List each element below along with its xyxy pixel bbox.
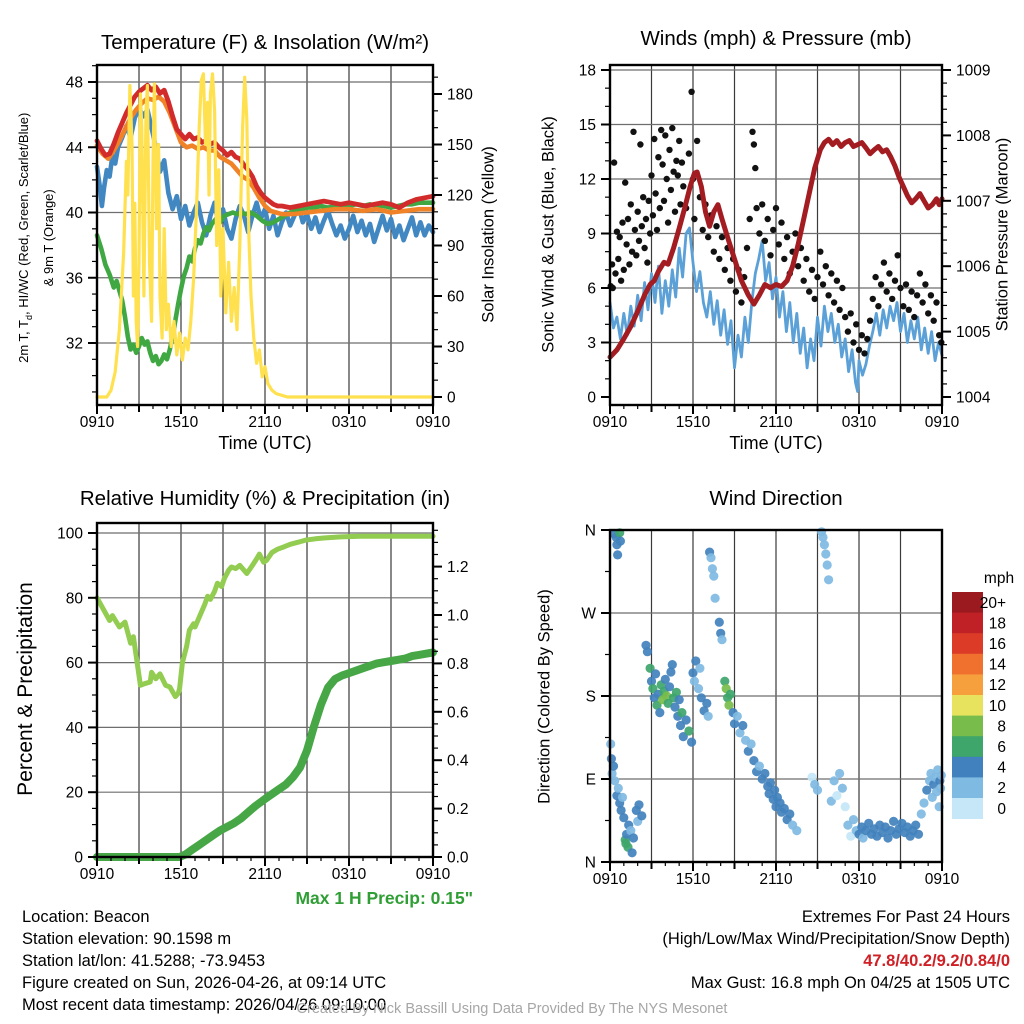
- wind-gust-point: [897, 285, 903, 291]
- wind-gust-point: [853, 321, 859, 327]
- svg-text:6: 6: [997, 739, 1006, 756]
- wind-gust-point: [867, 318, 873, 324]
- wind-gust-point: [657, 205, 663, 211]
- wind-direction-point: [715, 618, 724, 627]
- station-elevation: Station elevation: 90.1598 m: [22, 930, 232, 948]
- svg-text:12: 12: [988, 677, 1006, 695]
- wind-gust-point: [872, 274, 878, 280]
- wind-gust-point: [614, 229, 620, 235]
- wind-direction-point: [717, 635, 726, 644]
- wind-gust-point: [834, 278, 840, 284]
- svg-text:16: 16: [988, 636, 1006, 653]
- wind-direction-point: [823, 560, 832, 569]
- wind-gust-point: [654, 227, 660, 233]
- wind-gust-point: [650, 212, 656, 218]
- insolation-y-axis-label: Solar Insolation (Yellow): [479, 146, 498, 323]
- wind-direction-point: [755, 762, 764, 771]
- wind-gust-point: [662, 132, 668, 138]
- wind-gust-point: [914, 292, 920, 298]
- winds-chart-x-axis-label: Time (UTC): [729, 433, 823, 453]
- svg-text:2110: 2110: [759, 871, 793, 888]
- svg-text:120: 120: [447, 187, 473, 205]
- wind-gust-point: [619, 219, 625, 225]
- wind-gust-point: [773, 205, 779, 211]
- wind-gust-point: [733, 288, 739, 294]
- svg-text:E: E: [585, 771, 596, 789]
- svg-text:0910: 0910: [592, 414, 628, 431]
- wind-gust-point: [691, 216, 697, 222]
- svg-text:4: 4: [997, 759, 1006, 777]
- wind-gust-point: [842, 314, 848, 320]
- svg-text:1008: 1008: [956, 127, 991, 145]
- svg-text:0310: 0310: [841, 414, 877, 431]
- svg-text:S: S: [585, 688, 596, 706]
- svg-text:mph: mph: [983, 570, 1015, 587]
- wind-gust-point: [651, 136, 657, 142]
- wind-gust-point: [801, 278, 807, 284]
- wind-gust-point: [767, 252, 773, 258]
- wind-gust-point: [889, 296, 895, 302]
- recent-data-timestamp: Most recent data timestamp: 2026/04/26 09:10:00: [22, 996, 387, 1014]
- wind-direction-point: [634, 800, 643, 809]
- wind-gust-point: [738, 299, 744, 305]
- wind-direction-point: [792, 826, 801, 835]
- wind-gust-point: [626, 261, 632, 267]
- wind-direction-point: [919, 798, 928, 807]
- svg-text:0.4: 0.4: [447, 752, 469, 770]
- wind-direction-point: [733, 712, 742, 721]
- extremes-title: Extremes For Past 24 Hours: [801, 908, 1010, 926]
- svg-text:0910: 0910: [924, 871, 960, 888]
- wind-direction-point: [785, 809, 794, 818]
- wind-gust-point: [640, 194, 646, 200]
- legend-swatch-14: [952, 654, 983, 675]
- wind-gust-point: [917, 270, 923, 276]
- extremes-block: [510, 906, 1010, 994]
- wind-direction-point: [616, 537, 625, 546]
- svg-text:1510: 1510: [163, 866, 199, 883]
- wind-direction-point: [760, 769, 769, 778]
- wind-gust-point: [722, 267, 728, 273]
- svg-text:9: 9: [587, 226, 596, 243]
- svg-text:1510: 1510: [163, 414, 199, 431]
- svg-text:0910: 0910: [592, 871, 628, 888]
- wind-gust-point: [884, 288, 890, 294]
- wind-gust-point: [933, 299, 939, 305]
- wind-direction-point: [832, 791, 841, 800]
- svg-text:1007: 1007: [956, 193, 991, 211]
- svg-text:14: 14: [988, 656, 1006, 674]
- wind-gust-point: [686, 150, 692, 156]
- wind-gust-point: [895, 252, 901, 258]
- wind-gust-point: [628, 201, 634, 207]
- svg-text:40: 40: [65, 205, 83, 222]
- wind-gust-point: [644, 259, 650, 265]
- svg-text:0.6: 0.6: [447, 704, 469, 722]
- wind-gust-point: [817, 249, 823, 255]
- wind-gust-point: [632, 227, 638, 233]
- wind-direction-point: [704, 712, 713, 721]
- wind-gust-point: [636, 238, 642, 244]
- legend-swatch-8: [952, 716, 983, 737]
- wind-gust-point: [820, 281, 826, 287]
- wind-gust-point: [911, 314, 917, 320]
- wind-direction-point: [613, 550, 622, 559]
- wind-gust-point: [744, 245, 750, 251]
- wind-gust-point: [633, 252, 639, 258]
- svg-text:6: 6: [587, 280, 596, 298]
- wind-gust-point: [881, 259, 887, 265]
- wind-gust-point: [665, 219, 671, 225]
- wind-gust-point: [661, 198, 667, 204]
- max-precip-annotation: Max 1 H Precip: 0.15": [295, 888, 473, 908]
- wind-gust-point: [856, 347, 862, 353]
- wind-gust-point: [679, 159, 685, 165]
- sonic-wind-y-axis-label: Sonic Wind & Gust (Blue, Black): [539, 116, 558, 353]
- wind-gust-point: [637, 141, 643, 147]
- wind-gust-point: [659, 161, 665, 167]
- wind-gust-point: [658, 127, 664, 133]
- legend-swatch-4: [952, 757, 983, 778]
- wind-direction-point: [695, 664, 704, 673]
- wind-direction-point: [628, 848, 637, 857]
- svg-text:0310: 0310: [331, 414, 367, 431]
- svg-text:0: 0: [997, 800, 1006, 818]
- wind-direction-point: [706, 553, 715, 562]
- svg-text:0910: 0910: [924, 414, 960, 431]
- wind-gust-point: [623, 241, 629, 247]
- legend-swatch-0: [952, 798, 983, 819]
- svg-text:W: W: [581, 605, 596, 623]
- wind-gust-point: [825, 292, 831, 298]
- svg-text:1510: 1510: [675, 414, 711, 431]
- wind-gust-point: [878, 281, 884, 287]
- wind-gust-point: [845, 328, 851, 334]
- wind-gust-point: [646, 198, 652, 204]
- wind-gust-point: [747, 216, 753, 222]
- wind-gust-point: [700, 227, 706, 233]
- wind-direction-point: [820, 540, 829, 549]
- wind-gust-point: [647, 230, 653, 236]
- wind-direction-point: [684, 726, 693, 735]
- legend-swatch-6: [952, 736, 983, 757]
- wind-gust-point: [655, 154, 661, 160]
- wind-gust-point: [751, 141, 757, 147]
- svg-text:150: 150: [447, 137, 473, 154]
- wind-direction-point: [813, 786, 822, 795]
- wind-direction-point: [821, 549, 830, 558]
- svg-text:100: 100: [57, 525, 83, 543]
- wind-direction-point: [614, 784, 623, 793]
- wind-gust-point: [680, 183, 686, 189]
- speed-color-legend: [952, 570, 1014, 819]
- legend-swatch-12: [952, 674, 983, 695]
- wind-gust-point: [922, 281, 928, 287]
- svg-text:12: 12: [578, 171, 596, 189]
- credit-line: Created By Nick Bassill Using Data Provided By The NYS Mesonet: [296, 1001, 728, 1017]
- wind-gust-point: [850, 339, 856, 345]
- direction-y-axis-label: Direction (Colored By Speed): [535, 589, 554, 804]
- wind-gust-point: [673, 158, 679, 164]
- wind-direction-point: [838, 784, 847, 793]
- wind-gust-point: [621, 267, 627, 273]
- station-info-block: [22, 906, 386, 1016]
- wind-gust-point: [864, 336, 870, 342]
- svg-text:N: N: [584, 854, 596, 872]
- wind-gust-point: [711, 249, 717, 255]
- wind-gust-point: [908, 288, 914, 294]
- svg-text:1510: 1510: [675, 871, 711, 888]
- wind-gust-point: [611, 159, 617, 165]
- wind-gust-point: [648, 172, 654, 178]
- wind-gust-point: [765, 216, 771, 222]
- svg-text:0310: 0310: [841, 871, 877, 888]
- wind-direction-point: [824, 575, 833, 584]
- wind-gust-point: [859, 332, 865, 338]
- svg-text:3: 3: [587, 335, 596, 352]
- svg-text:90: 90: [447, 238, 465, 255]
- wind-gust-point: [664, 176, 670, 182]
- wind-gust-point: [762, 238, 768, 244]
- svg-text:80: 80: [65, 590, 83, 608]
- wind-gust-point: [713, 223, 719, 229]
- svg-text:1009: 1009: [956, 62, 991, 80]
- svg-text:15: 15: [578, 117, 596, 134]
- wind-gust-point: [776, 241, 782, 247]
- wind-gust-point: [675, 172, 681, 178]
- wind-direction-point: [668, 660, 677, 669]
- wind-direction-point: [936, 784, 945, 793]
- svg-text:10: 10: [988, 697, 1006, 715]
- wind-direction-point: [889, 817, 898, 826]
- svg-text:0.0: 0.0: [447, 849, 469, 867]
- svg-text:30: 30: [447, 339, 465, 356]
- wind-gust-point: [615, 256, 621, 262]
- wind-direction-point: [726, 690, 735, 699]
- wind-gust-point: [781, 256, 787, 262]
- wind-gust-point: [870, 296, 876, 302]
- legend-swatch-10: [952, 695, 983, 716]
- wind-gust-point: [669, 125, 675, 131]
- wind-gust-point: [716, 256, 722, 262]
- svg-text:36: 36: [65, 270, 83, 288]
- svg-text:1006: 1006: [956, 258, 991, 276]
- wind-gust-point: [639, 223, 645, 229]
- svg-text:0: 0: [74, 849, 83, 867]
- wind-gust-point: [928, 292, 934, 298]
- wind-gust-point: [617, 234, 623, 240]
- wind-gust-point: [753, 205, 759, 211]
- wind-direction-point: [835, 769, 844, 778]
- wind-direction-point: [914, 830, 923, 839]
- svg-text:60: 60: [447, 288, 465, 306]
- svg-text:0910: 0910: [415, 866, 451, 883]
- wind-gust-point: [666, 147, 672, 153]
- wind-direction-point: [841, 802, 850, 811]
- extremes-values: 47.8/40.2/9.2/0.84/0: [863, 952, 1010, 970]
- humidity-precip-title: Relative Humidity (%) & Precipitation (in): [79, 487, 451, 510]
- wind-gust-point: [641, 245, 647, 251]
- wind-gust-point: [618, 278, 624, 284]
- svg-text:0910: 0910: [79, 414, 115, 431]
- wind-gust-point: [831, 299, 837, 305]
- wind-direction-point: [637, 811, 646, 820]
- svg-text:0: 0: [587, 389, 596, 407]
- wind-direction-point: [675, 695, 684, 704]
- legend-swatch-2: [952, 777, 983, 798]
- winds-pressure-chart: [579, 63, 991, 432]
- svg-text:0.2: 0.2: [447, 801, 469, 819]
- svg-text:0310: 0310: [331, 866, 367, 883]
- svg-text:2110: 2110: [759, 414, 793, 431]
- wind-gust-point: [727, 278, 733, 284]
- svg-text:60: 60: [65, 655, 83, 673]
- svg-text:18: 18: [988, 615, 1006, 633]
- temp-chart-y-axis-label: 2m T, $T_d$, HI/WC (Red, Green, Scarlet/Blue) & 9m T (Orange): [16, 112, 56, 363]
- wind-direction-title: Wind Direction: [709, 487, 843, 510]
- wind-gust-point: [823, 263, 829, 269]
- wind-direction-point: [917, 809, 926, 818]
- legend-swatch-20+: [952, 592, 983, 613]
- wind-gust-point: [759, 201, 765, 207]
- wind-gust-point: [836, 307, 842, 313]
- wind-gust-point: [694, 138, 700, 144]
- wind-gust-point: [828, 270, 834, 276]
- svg-text:8: 8: [997, 718, 1006, 736]
- wind-gust-point: [806, 288, 812, 294]
- wind-gust-point: [612, 270, 618, 276]
- svg-text:18: 18: [578, 62, 596, 80]
- wind-gust-point: [903, 281, 909, 287]
- winds-pressure-title: Winds (mph) & Pressure (mb): [640, 27, 912, 50]
- wind-gust-point: [848, 310, 854, 316]
- legend-swatch-18: [952, 613, 983, 634]
- svg-text:1.0: 1.0: [447, 607, 469, 625]
- wind-direction-point: [629, 833, 638, 842]
- wind-gust-point: [886, 270, 892, 276]
- max-gust-line: Max Gust: 16.8 mph On 04/25 at 1505 UTC: [690, 974, 1010, 992]
- svg-text:48: 48: [65, 74, 83, 92]
- extremes-subtitle: (High/Low/Max Wind/Precipitation/Snow Depth): [662, 930, 1010, 948]
- svg-text:2: 2: [997, 780, 1006, 798]
- wind-direction-point: [747, 739, 756, 748]
- wind-gust-point: [906, 307, 912, 313]
- svg-text:1005: 1005: [956, 324, 991, 342]
- humidity-precip-chart: [57, 523, 469, 883]
- wind-gust-point: [622, 179, 628, 185]
- station-latlon: Station lat/lon: 41.5288; -73.9453: [22, 952, 266, 970]
- wind-gust-point: [668, 187, 674, 193]
- svg-text:2110: 2110: [248, 414, 282, 431]
- wind-direction-point: [709, 572, 718, 581]
- wind-direction-point: [911, 821, 920, 830]
- svg-text:1.2: 1.2: [447, 559, 469, 577]
- percent-precip-y-axis-label: Percent & Precipitation: [14, 582, 37, 796]
- svg-text:44: 44: [65, 139, 83, 157]
- wind-direction-point: [643, 647, 652, 656]
- legend-swatch-16: [952, 633, 983, 654]
- svg-text:180: 180: [447, 86, 473, 104]
- wind-gust-point: [625, 216, 631, 222]
- wind-gust-point: [812, 296, 818, 302]
- svg-text:40: 40: [65, 719, 83, 737]
- wind-direction-point: [687, 738, 696, 747]
- wind-gust-point: [688, 89, 694, 95]
- wind-direction-point: [651, 669, 660, 678]
- wind-gust-point: [672, 209, 678, 215]
- wind-direction-point: [830, 776, 839, 785]
- wind-gust-point: [784, 234, 790, 240]
- wind-gust-point: [931, 318, 937, 324]
- wind-gust-point: [919, 299, 925, 305]
- wind-direction-point: [618, 793, 627, 802]
- wind-gust-point: [635, 209, 641, 215]
- pressure-y-axis-label: Station Pressure (Maroon): [993, 137, 1012, 332]
- wind-gust-point: [643, 216, 649, 222]
- wind-gust-point: [770, 227, 776, 233]
- wind-gust-point: [795, 263, 801, 269]
- wind-gust-point: [925, 310, 931, 316]
- wind-direction-point: [655, 708, 664, 717]
- wind-gust-point: [652, 190, 658, 196]
- wind-gust-point: [803, 256, 809, 262]
- wind-gust-point: [861, 350, 867, 356]
- figure-created: Figure created on Sun, 2026-04-26, at 09:14 UTC: [22, 974, 387, 992]
- wind-gust-point: [756, 230, 762, 236]
- wind-gust-point: [892, 278, 898, 284]
- wind-direction-point: [694, 684, 703, 693]
- wind-gust-point: [778, 219, 784, 225]
- wind-direction-chart: [581, 523, 1014, 889]
- wind-gust-point: [676, 138, 682, 144]
- temperature-insolation-chart: [66, 65, 473, 431]
- svg-text:20+: 20+: [979, 594, 1006, 612]
- temp-chart-x-axis-label: Time (UTC): [218, 433, 312, 453]
- svg-text:1004: 1004: [956, 389, 991, 407]
- wind-gust-point: [809, 267, 815, 273]
- svg-text:N: N: [584, 522, 596, 540]
- wind-direction-point: [738, 721, 747, 730]
- wind-direction-point: [849, 815, 858, 824]
- svg-text:0910: 0910: [415, 414, 451, 431]
- wind-direction-point: [711, 594, 720, 603]
- wind-direction-point: [702, 699, 711, 708]
- svg-text:32: 32: [65, 335, 83, 353]
- wind-gust-point: [749, 129, 755, 135]
- svg-text:0.8: 0.8: [447, 655, 469, 673]
- svg-text:20: 20: [65, 784, 83, 802]
- station-location: Location: Beacon: [22, 908, 150, 926]
- svg-text:0910: 0910: [79, 866, 115, 883]
- wind-direction-point: [682, 715, 691, 724]
- wind-gust-point: [752, 165, 758, 171]
- svg-text:2110: 2110: [248, 866, 282, 883]
- wind-gust-point: [814, 274, 820, 280]
- wind-gust-point: [900, 303, 906, 309]
- wind-gust-point: [875, 303, 881, 309]
- wind-gust-point: [630, 129, 636, 135]
- wind-gust-point: [705, 234, 711, 240]
- wind-gust-point: [839, 285, 845, 291]
- svg-text:0: 0: [447, 389, 456, 407]
- temp-insolation-title: Temperature (F) & Insolation (W/m²): [100, 31, 430, 54]
